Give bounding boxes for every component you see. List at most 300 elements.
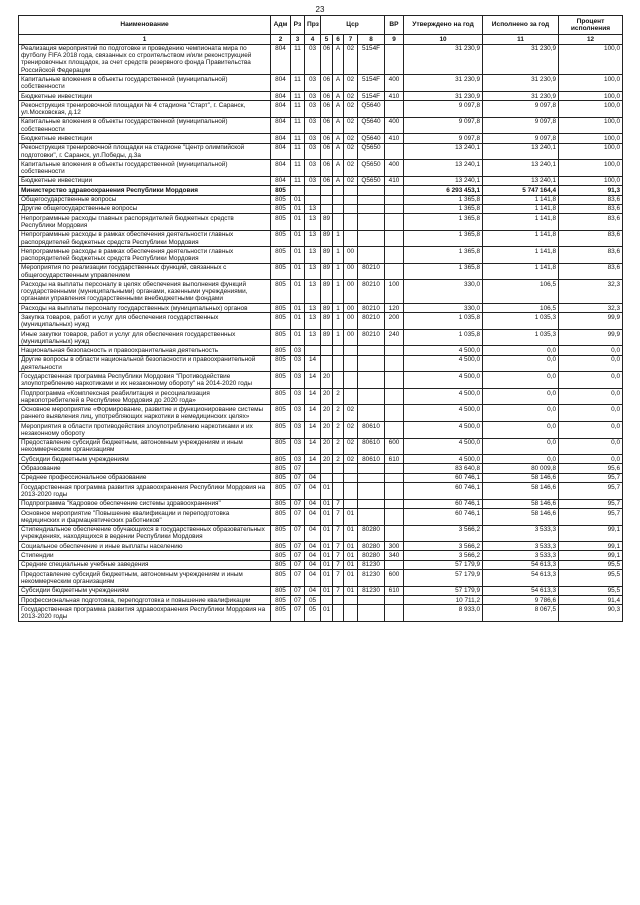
row-name: Государственная программа развития здравоохранения Республики Мордовия на 2013-2020 годы (19, 605, 271, 622)
row-name: Субсидии бюджетным учреждениям (19, 586, 271, 595)
row-csr-event (344, 464, 358, 473)
row-rz (291, 186, 305, 195)
row-prz: 04 (305, 551, 321, 560)
table-row (19, 525, 623, 542)
row-percent: 83,6 (559, 195, 623, 204)
row-csr-program (321, 596, 333, 605)
column-number: 2 (271, 35, 291, 44)
column-number: 9 (385, 35, 404, 44)
row-csr-program: 01 (321, 542, 333, 551)
row-adm: 805 (271, 464, 291, 473)
row-vr: 610 (385, 586, 404, 595)
row-rz: 11 (291, 134, 305, 143)
row-adm: 804 (271, 160, 291, 177)
row-name: Бюджетные инвестиции (19, 91, 271, 100)
column-number: 3 (291, 35, 305, 44)
row-approved: 9 097,8 (404, 134, 483, 143)
row-csr-program: 89 (321, 263, 333, 280)
row-approved: 9 097,8 (404, 101, 483, 118)
row-approved: 57 179,9 (404, 560, 483, 569)
row-csr-subprogram: 2 (333, 455, 344, 464)
row-approved: 1 365,8 (404, 247, 483, 264)
row-name: Другие вопросы в области национальной безопасности и правоохранительной деятельности (19, 355, 271, 372)
row-percent: 99,1 (559, 525, 623, 542)
row-csr-direction (358, 355, 385, 372)
row-csr-subprogram (333, 596, 344, 605)
table-body (19, 44, 623, 621)
row-csr-direction (358, 247, 385, 264)
row-rz: 11 (291, 44, 305, 75)
row-csr-subprogram (333, 355, 344, 372)
column-number: 8 (358, 35, 385, 44)
header-percent: Процент исполнения (559, 16, 623, 35)
row-rz: 03 (291, 405, 305, 422)
row-percent: 99,1 (559, 551, 623, 560)
row-csr-subprogram: А (333, 160, 344, 177)
row-name: Реконструкция тренировочной площадки № 4 стадиона "Старт", г. Саранск, ул.Московская, д.12 (19, 101, 271, 118)
row-csr-program (321, 355, 333, 372)
row-percent: 100,0 (559, 176, 623, 185)
row-csr-direction: Q5640 (358, 117, 385, 134)
row-executed: 58 146,6 (483, 499, 559, 508)
row-percent: 83,6 (559, 263, 623, 280)
row-csr-direction: 80210 (358, 280, 385, 304)
row-prz: 04 (305, 525, 321, 542)
table-row (19, 605, 623, 622)
row-prz: 13 (305, 247, 321, 264)
row-name: Расходы на выплаты персоналу государственных (муниципальных) органов (19, 304, 271, 313)
row-percent: 100,0 (559, 143, 623, 160)
row-percent: 0,0 (559, 355, 623, 372)
row-csr-event: 02 (344, 143, 358, 160)
row-csr-subprogram: А (333, 134, 344, 143)
row-rz: 07 (291, 596, 305, 605)
table-row (19, 313, 623, 330)
row-vr: 120 (385, 304, 404, 313)
row-vr (385, 195, 404, 204)
row-approved: 1 365,8 (404, 195, 483, 204)
row-csr-subprogram (333, 372, 344, 389)
column-number-row (19, 35, 623, 44)
row-csr-program: 89 (321, 247, 333, 264)
row-name: Основное мероприятие «Формирование, развитие и функционирование системы раннего выявления лиц, употребляющих наркотики в немедицинских целях» (19, 405, 271, 422)
row-csr-direction: 5154F (358, 44, 385, 75)
row-adm: 805 (271, 605, 291, 622)
page-number: 23 (315, 5, 325, 14)
table-row (19, 372, 623, 389)
row-approved: 60 746,1 (404, 499, 483, 508)
row-adm: 805 (271, 542, 291, 551)
column-number: 11 (483, 35, 559, 44)
row-csr-subprogram (333, 214, 344, 231)
row-csr-direction (358, 605, 385, 622)
row-adm: 805 (271, 313, 291, 330)
row-percent: 100,0 (559, 160, 623, 177)
row-prz (305, 186, 321, 195)
row-prz: 03 (305, 160, 321, 177)
row-csr-subprogram (333, 464, 344, 473)
row-executed: 3 533,3 (483, 542, 559, 551)
table-row (19, 355, 623, 372)
row-rz: 03 (291, 355, 305, 372)
row-adm: 804 (271, 44, 291, 75)
row-csr-subprogram: А (333, 117, 344, 134)
row-csr-event (344, 596, 358, 605)
row-rz: 01 (291, 280, 305, 304)
row-csr-subprogram: 1 (333, 329, 344, 346)
row-csr-subprogram: 1 (333, 247, 344, 264)
row-adm: 805 (271, 329, 291, 346)
row-csr-event (344, 388, 358, 405)
row-vr (385, 355, 404, 372)
row-csr-subprogram: 7 (333, 509, 344, 526)
row-name: Основное мероприятие "Повышение квалификации и переподготовка медицинских и фармацевтических работников" (19, 509, 271, 526)
row-percent: 99,1 (559, 542, 623, 551)
row-csr-subprogram: А (333, 101, 344, 118)
row-name: Мероприятия по реализации государственных функций, связанных с общегосударственным управлением (19, 263, 271, 280)
row-rz: 07 (291, 525, 305, 542)
row-name: Расходы на выплаты персоналу в целях обеспечения выполнения функций государственными (муниципальными) органами, казенными учреждениями, органами управления государственными внебюджетными фондами (19, 280, 271, 304)
row-executed: 13 240,1 (483, 143, 559, 160)
row-csr-event: 00 (344, 304, 358, 313)
header-adm: Адм (271, 16, 291, 35)
row-percent: 0,0 (559, 388, 623, 405)
row-csr-direction (358, 372, 385, 389)
table-row (19, 204, 623, 213)
row-vr (385, 596, 404, 605)
row-percent: 95,5 (559, 560, 623, 569)
header-prz: Прз (305, 16, 321, 35)
row-csr-event (344, 204, 358, 213)
row-rz: 01 (291, 263, 305, 280)
column-number: 1 (19, 35, 271, 44)
row-vr (385, 263, 404, 280)
row-percent: 32,3 (559, 280, 623, 304)
row-name: Реализация мероприятий по подготовке и проведению чемпионата мира по футболу FIFA 2018 года, связанных со строительством и/или реконструкцией тренировочных площадок, за счет средств резервного фонда Правительства Российской Федерации (19, 44, 271, 75)
row-adm: 805 (271, 247, 291, 264)
row-csr-event: 01 (344, 560, 358, 569)
row-rz: 03 (291, 372, 305, 389)
row-executed: 54 613,3 (483, 560, 559, 569)
row-adm: 805 (271, 483, 291, 500)
row-rz: 03 (291, 438, 305, 455)
row-csr-subprogram (333, 473, 344, 482)
row-executed: 3 533,3 (483, 525, 559, 542)
row-rz: 01 (291, 214, 305, 231)
table-row (19, 304, 623, 313)
row-rz: 11 (291, 75, 305, 92)
row-csr-subprogram: 7 (333, 586, 344, 595)
row-csr-direction: 80210 (358, 313, 385, 330)
row-prz: 03 (305, 91, 321, 100)
row-prz (305, 195, 321, 204)
row-csr-direction: 80210 (358, 329, 385, 346)
row-vr (385, 143, 404, 160)
row-csr-event: 02 (344, 117, 358, 134)
row-adm: 805 (271, 509, 291, 526)
row-vr (385, 372, 404, 389)
row-name: Предоставление субсидий бюджетным, автономным учреждениям и иным некоммерческим организациям (19, 570, 271, 587)
row-approved: 9 097,8 (404, 117, 483, 134)
row-csr-event (344, 214, 358, 231)
row-prz: 03 (305, 143, 321, 160)
row-approved: 1 035,8 (404, 329, 483, 346)
row-approved: 8 933,0 (404, 605, 483, 622)
row-csr-subprogram: 1 (333, 304, 344, 313)
row-csr-event (344, 346, 358, 355)
row-executed: 0,0 (483, 421, 559, 438)
row-rz: 11 (291, 117, 305, 134)
row-adm: 804 (271, 75, 291, 92)
row-rz: 01 (291, 329, 305, 346)
row-approved: 3 566,2 (404, 542, 483, 551)
row-name: Субсидии бюджетным учреждениям (19, 455, 271, 464)
row-csr-program: 20 (321, 438, 333, 455)
row-vr (385, 230, 404, 247)
row-approved: 4 500,0 (404, 355, 483, 372)
row-csr-program: 01 (321, 509, 333, 526)
row-csr-program (321, 204, 333, 213)
row-vr: 240 (385, 329, 404, 346)
row-csr-direction: 80210 (358, 263, 385, 280)
row-name: Среднее профессиональное образование (19, 473, 271, 482)
row-prz: 13 (305, 329, 321, 346)
row-csr-direction (358, 509, 385, 526)
row-percent: 0,0 (559, 372, 623, 389)
row-csr-direction (358, 346, 385, 355)
row-csr-direction: 81230 (358, 560, 385, 569)
row-rz: 07 (291, 483, 305, 500)
row-executed: 106,5 (483, 304, 559, 313)
row-adm: 805 (271, 280, 291, 304)
row-name: Социальное обеспечение и иные выплаты населению (19, 542, 271, 551)
row-vr (385, 405, 404, 422)
row-csr-direction: 80610 (358, 455, 385, 464)
row-prz: 13 (305, 304, 321, 313)
row-rz: 11 (291, 91, 305, 100)
row-csr-event: 02 (344, 75, 358, 92)
row-adm: 805 (271, 204, 291, 213)
row-csr-event (344, 473, 358, 482)
row-percent: 83,6 (559, 247, 623, 264)
row-csr-event: 02 (344, 421, 358, 438)
row-csr-subprogram (333, 605, 344, 622)
row-approved: 4 500,0 (404, 421, 483, 438)
row-csr-subprogram (333, 186, 344, 195)
row-approved: 330,0 (404, 280, 483, 304)
row-csr-event (344, 372, 358, 389)
row-prz: 05 (305, 596, 321, 605)
column-number: 7 (344, 35, 358, 44)
row-vr: 600 (385, 570, 404, 587)
row-approved: 6 293 453,1 (404, 186, 483, 195)
row-percent: 95,7 (559, 499, 623, 508)
row-vr: 400 (385, 160, 404, 177)
row-rz: 07 (291, 473, 305, 482)
row-csr-program (321, 195, 333, 204)
row-vr (385, 483, 404, 500)
row-csr-program: 01 (321, 560, 333, 569)
row-vr: 400 (385, 117, 404, 134)
row-csr-direction: 80210 (358, 304, 385, 313)
row-executed: 31 230,9 (483, 44, 559, 75)
row-executed: 3 533,3 (483, 551, 559, 560)
header-approved: Утверждено на год (404, 16, 483, 35)
row-csr-program: 06 (321, 160, 333, 177)
row-csr-direction: 81230 (358, 586, 385, 595)
row-percent: 83,6 (559, 214, 623, 231)
row-csr-subprogram: 7 (333, 570, 344, 587)
row-csr-program: 89 (321, 329, 333, 346)
row-prz: 13 (305, 204, 321, 213)
row-csr-event: 02 (344, 176, 358, 185)
row-rz: 01 (291, 247, 305, 264)
row-approved: 60 746,1 (404, 483, 483, 500)
row-approved: 1 365,8 (404, 204, 483, 213)
row-rz: 07 (291, 605, 305, 622)
row-approved: 4 500,0 (404, 438, 483, 455)
row-name: Капитальные вложения в объекты государственной (муниципальной) собственности (19, 117, 271, 134)
row-adm: 805 (271, 570, 291, 587)
row-rz: 03 (291, 388, 305, 405)
row-prz: 13 (305, 263, 321, 280)
row-csr-program (321, 473, 333, 482)
row-csr-event: 00 (344, 280, 358, 304)
table-row (19, 473, 623, 482)
row-vr (385, 214, 404, 231)
row-csr-program: 89 (321, 313, 333, 330)
row-csr-program (321, 464, 333, 473)
row-name: Подпрограмма «Комплексная реабилитация и ресоциализация наркопотребителей в Республике Мордовия до 2020 года» (19, 388, 271, 405)
row-csr-event: 02 (344, 44, 358, 75)
row-adm: 805 (271, 560, 291, 569)
row-vr: 410 (385, 91, 404, 100)
table-row (19, 560, 623, 569)
row-csr-program: 20 (321, 405, 333, 422)
row-adm: 805 (271, 186, 291, 195)
column-number: 5 (321, 35, 333, 44)
row-csr-subprogram: 1 (333, 230, 344, 247)
row-vr (385, 186, 404, 195)
row-percent: 0,0 (559, 455, 623, 464)
row-csr-program: 01 (321, 605, 333, 622)
row-csr-direction: 5154F (358, 75, 385, 92)
row-csr-subprogram (333, 195, 344, 204)
row-csr-direction: 5154F (358, 91, 385, 100)
table-row (19, 438, 623, 455)
row-vr (385, 473, 404, 482)
row-adm: 805 (271, 405, 291, 422)
row-percent: 32,3 (559, 304, 623, 313)
row-csr-direction (358, 499, 385, 508)
row-executed: 0,0 (483, 346, 559, 355)
row-csr-event: 02 (344, 438, 358, 455)
row-approved: 4 500,0 (404, 405, 483, 422)
row-vr (385, 346, 404, 355)
row-percent: 83,6 (559, 230, 623, 247)
row-approved: 60 746,1 (404, 509, 483, 526)
table-row (19, 346, 623, 355)
row-prz: 03 (305, 44, 321, 75)
row-adm: 805 (271, 304, 291, 313)
row-percent: 95,6 (559, 464, 623, 473)
row-csr-direction: 80610 (358, 421, 385, 438)
row-rz: 07 (291, 586, 305, 595)
row-executed: 1 141,8 (483, 247, 559, 264)
row-adm: 804 (271, 101, 291, 118)
row-csr-program: 06 (321, 101, 333, 118)
table-row (19, 176, 623, 185)
row-approved: 3 566,2 (404, 551, 483, 560)
row-percent: 99,9 (559, 329, 623, 346)
row-csr-event: 01 (344, 509, 358, 526)
row-csr-direction: 80280 (358, 525, 385, 542)
table-row (19, 247, 623, 264)
row-csr-program: 06 (321, 44, 333, 75)
row-adm: 805 (271, 346, 291, 355)
row-adm: 805 (271, 438, 291, 455)
row-approved: 13 240,1 (404, 143, 483, 160)
column-number: 12 (559, 35, 623, 44)
header-vr: ВР (385, 16, 404, 35)
row-csr-direction (358, 473, 385, 482)
row-name: Капитальные вложения в объекты государственной (муниципальной) собственности (19, 75, 271, 92)
row-executed: 0,0 (483, 438, 559, 455)
row-name: Общегосударственные вопросы (19, 195, 271, 204)
row-vr (385, 509, 404, 526)
row-csr-direction: Q5640 (358, 101, 385, 118)
row-csr-direction (358, 186, 385, 195)
row-executed: 9 786,6 (483, 596, 559, 605)
table-row (19, 388, 623, 405)
row-name: Непрограммные расходы в рамках обеспечения деятельности главных распорядителей бюджетных средств Республики Мордовия (19, 247, 271, 264)
row-csr-program: 89 (321, 214, 333, 231)
row-name: Иные закупки товаров, работ и услуг для обеспечения государственных (муниципальных) нужд (19, 329, 271, 346)
row-executed: 1 141,8 (483, 230, 559, 247)
table-row (19, 483, 623, 500)
row-percent: 100,0 (559, 44, 623, 75)
row-csr-direction: 80610 (358, 438, 385, 455)
row-prz: 13 (305, 313, 321, 330)
row-approved: 10 711,2 (404, 596, 483, 605)
row-rz: 07 (291, 570, 305, 587)
row-csr-event: 02 (344, 455, 358, 464)
row-rz: 11 (291, 143, 305, 160)
row-percent: 95,5 (559, 570, 623, 587)
row-approved: 57 179,9 (404, 570, 483, 587)
table-row (19, 101, 623, 118)
row-name: Реконструкция тренировочной площадки на стадионе "Центр олимпийской подготовки", г. Саранск, ул.Победы, д.3а (19, 143, 271, 160)
row-csr-program: 89 (321, 280, 333, 304)
row-rz: 07 (291, 560, 305, 569)
row-csr-subprogram: 7 (333, 499, 344, 508)
row-rz: 07 (291, 551, 305, 560)
row-adm: 805 (271, 214, 291, 231)
table-row (19, 455, 623, 464)
row-prz: 04 (305, 586, 321, 595)
row-approved: 4 500,0 (404, 346, 483, 355)
column-number: 10 (404, 35, 483, 44)
row-approved: 57 179,9 (404, 586, 483, 595)
row-approved: 1 365,8 (404, 214, 483, 231)
table-row (19, 195, 623, 204)
row-rz: 01 (291, 195, 305, 204)
row-percent: 100,0 (559, 75, 623, 92)
row-prz: 04 (305, 542, 321, 551)
row-name: Стипендиальное обеспечение обучающихся в государственных образовательных учреждениях, находящихся в ведении Республики Мордовия (19, 525, 271, 542)
row-csr-program: 01 (321, 483, 333, 500)
row-percent: 95,7 (559, 473, 623, 482)
